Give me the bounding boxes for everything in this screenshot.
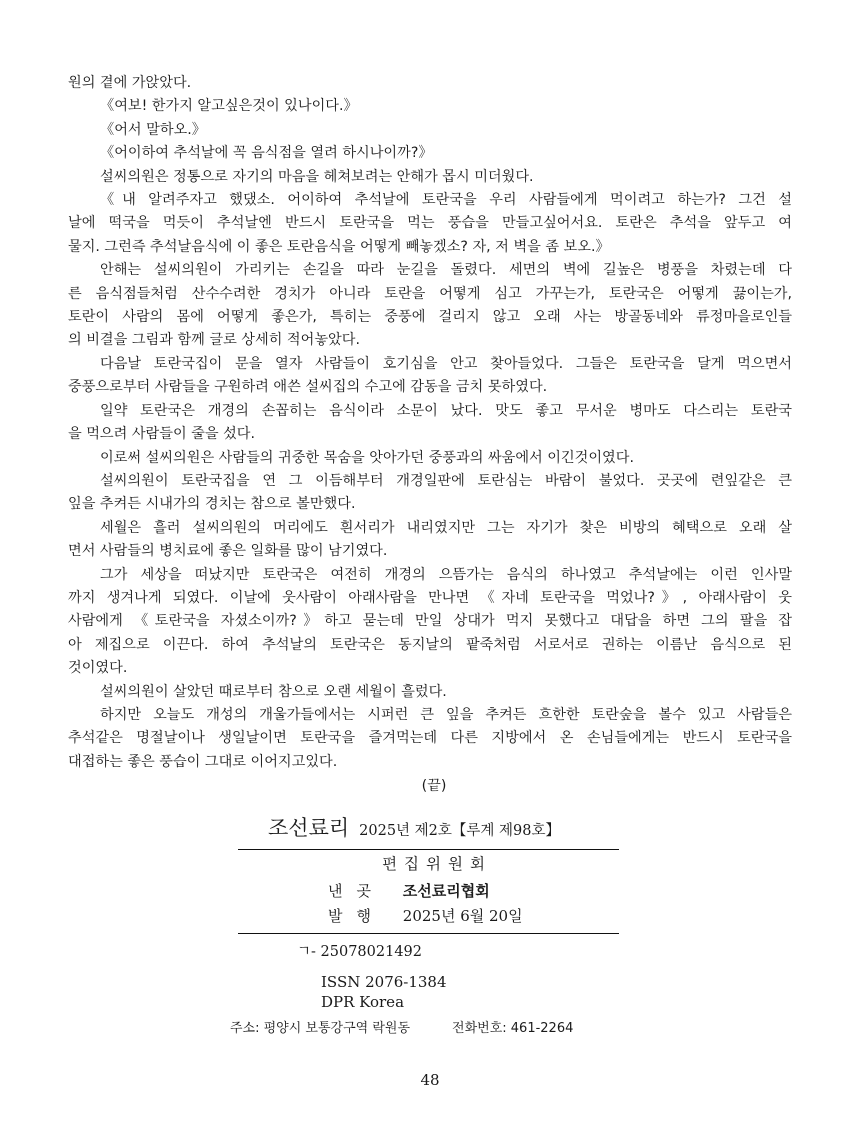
divider <box>238 849 619 850</box>
phone-number: 전화번호: 461-2264 <box>452 1021 574 1036</box>
paragraph-line: 면서 사람들의 병치료에 좋은 일화를 많이 남기였다. <box>68 543 388 560</box>
paragraph-line: 것이였다. <box>68 660 128 677</box>
paragraph-line: 사람에게 《토란국을 자셨소이까?》하고 묻는데 만일 상대가 먹지 못했다고 대답을 하면 그의 팔을 잡 <box>68 613 792 630</box>
article-body <box>68 72 792 799</box>
address: 주소: 평양시 보통강구역 락원동 <box>230 1021 411 1036</box>
magazine-name: 조선료리 <box>268 816 350 840</box>
paragraph-line: 일약 토란국은 개경의 손꼽히는 음식이라 소문이 났다. 맛도 좋고 무서운 병마도 다스리는 토란국 <box>100 402 792 419</box>
paragraph-line: 그가 세상을 떠났지만 토란국은 여전히 개경의 으뜸가는 음식의 하나였고 추석날에는 이런 인사말 <box>100 566 792 583</box>
paragraph-line: 토란이 사람의 몸에 어떻게 좋은가, 특히는 중풍에 걸리지 않고 오래 사는 방골동네와 류정마을로인들 <box>68 309 792 326</box>
publish-date-row <box>328 905 523 926</box>
paragraph-line: 아 제집으로 이끈다. 하여 추석날의 토란국은 동지날의 팥죽처럼 서로서로 권하는 이름난 음식으로 된 <box>68 636 792 653</box>
publisher-name: 조선료리협회 <box>402 882 490 900</box>
issn-block <box>321 972 447 1012</box>
paragraph-line: 이로써 설씨의원은 사람들의 귀중한 목숨을 앗아가던 중풍과의 싸움에서 이긴것이였다. <box>100 449 634 466</box>
publish-date: 2025년 6월 20일 <box>402 907 523 925</box>
paragraph-line: 대접하는 좋은 풍습이 그대로 이어지고있다. <box>68 753 338 770</box>
paragraph-line: 세월은 흘러 설씨의원의 머리에도 흰서리가 내리였지만 그는 자기가 찾은 비방의 혜택으로 오래 살 <box>100 519 792 536</box>
issn: ISSN 2076-1384 <box>321 973 447 991</box>
paragraph-line: 다음날 토란국집이 문을 열자 사람들이 호기심을 안고 찾아들었다. 그들은 토란국을 달게 먹으면서 <box>100 355 792 372</box>
paragraph-line: 하지만 오늘도 개성의 개울가들에서는 시퍼런 큰 잎을 추켜든 흐한한 토란숲을 볼수 있고 사람들은 <box>100 706 792 723</box>
paragraph-line: 설씨의원이 토란국집을 연 그 이듬해부터 개경일판에 토란심는 바람이 불었다. 곳곳에 련잎같은 큰 <box>100 472 792 489</box>
paragraph-line: 날에 떡국을 먹듯이 추석날엔 반드시 토란국을 먹는 풍습을 만들고싶어서요. 토란은 추석을 앞두고 여 <box>68 215 792 232</box>
paragraph-line: 까지 생겨나게 되였다. 이날에 웃사람이 아래사람을 만나면 《자네 토란국을 먹었나?》, 아래사람이 웃 <box>68 589 792 606</box>
paragraph-line: 추석같은 명절날이나 생일날이면 토란국을 즐겨먹는데 다른 지방에서 온 손님들에게는 반드시 토란국을 <box>68 730 792 747</box>
contact-line <box>230 1017 573 1036</box>
registration-number: ㄱ- 25078021492 <box>297 944 422 960</box>
paragraph-line: 설씨의원이 살았던 때로부터 참으로 오랜 세월이 흘렀다. <box>100 683 447 700</box>
paragraph-line: 《내 알려주자고 했댔소. 어이하여 추석날에 토란국을 우리 사람들에게 먹이려고 하는가? 그건 설 <box>100 192 792 209</box>
publisher-label: 낸곳 <box>328 882 385 900</box>
paragraph-line: 안해는 설씨의원이 가리키는 손길을 따라 눈길을 돌렸다. 세면의 벽에 길높은 병풍을 차렸는데 다 <box>100 262 792 279</box>
divider <box>238 933 619 934</box>
paragraph-line: 《여보! 한가지 알고싶은것이 있나이다.》 <box>100 98 358 115</box>
publisher-row <box>328 880 490 901</box>
paragraph-line: 잎을 추켜든 시내가의 경치는 참으로 볼만했다. <box>68 496 356 513</box>
paragraph-line: 《어서 말하오.》 <box>100 121 206 138</box>
paragraph-line: 《어이하여 추석날에 꼭 음식점을 열려 하시나이까?》 <box>100 145 433 162</box>
publish-date-label: 발행 <box>328 907 385 925</box>
paragraph-line: 물지. 그런즉 추석날음식에 이 좋은 토란음식을 어떻게 빼놓겠소? 자, 저 벽을 좀 보오.》 <box>68 238 610 255</box>
issue-number: 2025년 제2호【루계 제98호】 <box>359 823 561 839</box>
page-number: 48 <box>420 1071 440 1089</box>
paragraph-line: 중풍으로부터 사람들을 구원하려 애쓴 설씨집의 수고에 감동을 금치 못하였다. <box>68 379 548 396</box>
magazine-title <box>268 812 560 842</box>
country: DPR Korea <box>321 993 405 1011</box>
end-mark: (끝) <box>421 778 447 795</box>
paragraph-line: 을 먹으려 사람들이 줄을 섰다. <box>68 426 256 443</box>
paragraph-line: 원의 곁에 가앉았다. <box>68 75 192 91</box>
editorial-committee: 편집위원회 <box>382 855 492 873</box>
paragraph-line: 설씨의원은 정통으로 자기의 마음을 헤쳐보려는 안해가 몹시 미더웠다. <box>100 168 534 185</box>
paragraph-line: 의 비결을 그림과 함께 글로 상세히 적어놓았다. <box>68 332 360 349</box>
paragraph-line: 른 음식점들처럼 산수수려한 경치가 아니라 토란을 어떻게 심고 가꾸는가, 토란국은 어떻게 끓이는가, <box>68 285 792 302</box>
